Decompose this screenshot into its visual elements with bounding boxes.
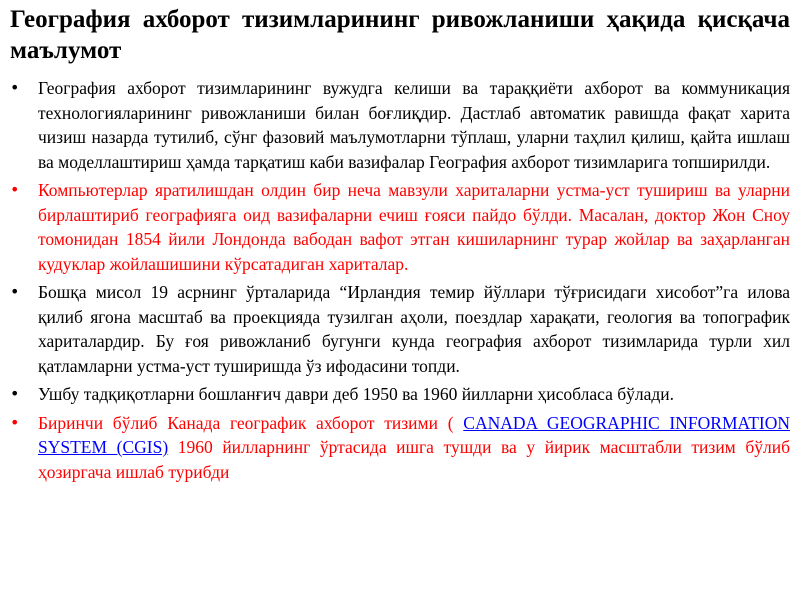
bullet-text: Ушбу тадқиқотларни бошланғич даври деб 1950 ва 1960 йилларни ҳисобласа бўлади. xyxy=(38,384,675,404)
bullet-text-after: 1960 йилларнинг ўртасида ишга тушди ва у йирик масштабли тизим бўлиб ҳозиргача ишлаб турибди xyxy=(38,437,790,482)
slide-title: География ахборот тизимларининг ривожланиши ҳақида қисқача маълумот xyxy=(10,6,790,64)
bullet-dot-icon: • xyxy=(10,384,20,403)
bullet-item xyxy=(10,411,790,485)
bullet-dot-icon: • xyxy=(10,180,20,199)
bullet-text: География ахборот тизимларининг вужудга келиши ва тараққиёти ахборот ва коммуникация технологияларининг ривожланиши билан боғлиқдир. Дастлаб автоматик равишда фақат харита чизиш назарда тутилиб, сўнг фазовий маълумотларни тўплаш, уларни таҳлил қилиш, қайта ишлаш ва моделлаштириш ҳамда тарқатиш каби вазифалар География ахборот тизимларига топширилди. xyxy=(38,78,790,172)
bullet-item xyxy=(10,76,790,174)
bullet-item xyxy=(10,280,790,378)
bullet-dot-icon: • xyxy=(10,412,20,432)
bullet-list xyxy=(10,76,790,484)
bullet-item xyxy=(10,178,790,276)
bullet-dot-icon: • xyxy=(10,78,20,97)
cgis-link[interactable]: CANADA GEOGRAPHIC INFORMATION SYSTEM (CGIS) xyxy=(38,412,790,457)
bullet-text: Бошқа мисол 19 асрнинг ўрталарида “Ирландия темир йўллари тўғрисидаги хисобот”га илова қилиб ягона масштаб ва проекцияда тузилган аҳоли, поездлар харақати, геология ва топографик хариталардир. Бу ғоя ривожланиб бугунги кунда география ахборот тизимларида турли хил қатламларни устма-уст туширишда ўз ифодасини топди. xyxy=(38,282,790,376)
bullet-dot-icon: • xyxy=(10,282,20,301)
bullet-text: Компьютерлар яратилишдан олдин бир неча мавзули хариталарни устма-уст тушириш ва уларни бирлаштириб географияга оид вазифаларни ечиш ғояси пайдо бўлди. Масалан, доктор Жон Сноу томонидан 1854 йили Лондонда вабодан вафот этган кишиларнинг турар жойлар ва заҳарланган кудуклар жойлашишини кўрсатадиган хариталар. xyxy=(38,180,790,274)
bullet-item xyxy=(10,382,790,407)
bullet-text-before: Биринчи бўлиб Канада географик ахборот тизими ( xyxy=(38,412,464,433)
